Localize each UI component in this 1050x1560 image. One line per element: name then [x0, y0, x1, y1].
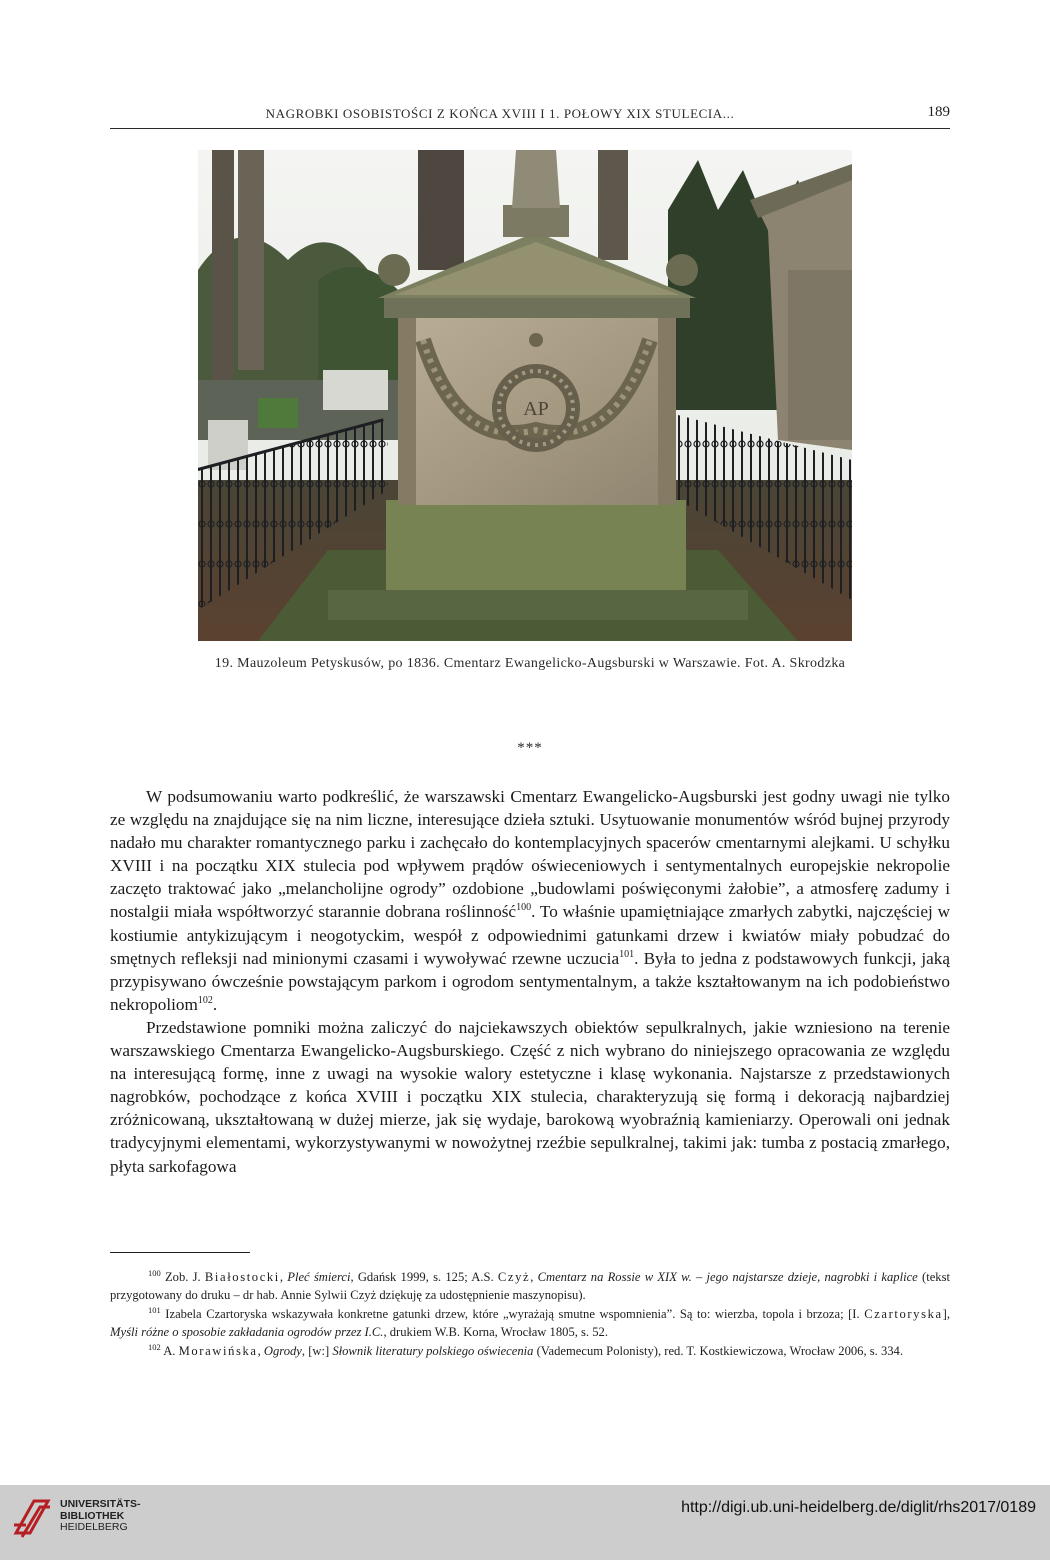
running-title: NAGROBKI OSOBISTOŚCI Z KOŃCA XVIII I 1. POŁOWY XIX STULECIA...: [265, 106, 735, 121]
running-head: [110, 106, 950, 129]
monument-monogram: AP: [523, 398, 549, 420]
section-separator: ***: [517, 740, 543, 756]
footnotes: [110, 1268, 950, 1360]
paragraph-1: W podsumowaniu warto podkreślić, że warszawski Cmentarz Ewangelicko-Augsburski jest godny uwagi nie tylko ze względu na znajdujące się na nim liczne, interesujące dzieła sztuki. Usytuowanie monumentów wśród bujnej przyrody nadało mu charakter romantycznego parku i zachęcało do kontemplacyjnych spacerów cmentarnymi alejkami. U schyłku XVIII i na początku XIX stulecia pod wpływem prądów oświeceniowych i sentymentalnych europejskie nekropolie zaczęto traktować jako „melancholijne ogrody” ozdobione „budowlami poświęconymi żałobie”, a atmosferę zadumy i nostalgii miała współtworzyć starannie dobrana roślinność$^{100}$. To właśnie upamiętniające zmarłych zabytki, najczęściej w kostiumie antykizującym i neogotyckim, wespół z odpowiednimi gatunkami drzew i kwiatów miały pobudzać do smętnych refleksji nad minionymi czasami i wywoływać rzewne uczucia$^{101}$. Była to jedna z podstawowych funkcji, jaką przypisywano ówcześnie powstającym parkom i ogrodom sentymentalnym, a także kształtowanym na ich podobieństwo nekropoliom$^{102}$.: [110, 787, 950, 1014]
footnote-101: $^{101}$ Izabela Czartoryska wskazywała konkretne gatunki drzew, które „wyrażają smutne wspomnienia”. Są to: wierzba, topola i brzoza; [I. Czartoryska], Myśli różne o sposobie zakładania ogrodów przez I.C., drukiem W.B. Korna, Wrocław 1805, s. 52.: [110, 1304, 950, 1340]
footnote-ref-101[interactable]: 101: [619, 948, 635, 960]
footnote-100: $^{100}$ Zob. J. Białostocki, Pleć śmierci, Gdańsk 1999, s. 125; A.S. Czyż, Cmentarz na Rossie w XIX w. – jego najstarsze dzieje, nagrobki i kaplice (tekst przygotowany do druku – dr hab. Annie Sylwii Czyż dziękuję za udostępnienie maszynopisu).: [110, 1268, 950, 1303]
permalink-url[interactable]: http://digi.ub.uni-heidelberg.de/diglit/rhs2017/0189: [681, 1499, 1036, 1516]
library-footer: [0, 1485, 1050, 1560]
figure-caption: 19. Mauzoleum Petyskusów, po 1836. Cmentarz Ewangelicko-Augsburski w Warszawie. Fot. A. Skrodzka: [214, 656, 846, 671]
footnote-ref-102[interactable]: 102: [197, 994, 213, 1006]
page-number: 189: [927, 104, 950, 120]
footnote-rule: [110, 1252, 250, 1253]
footnote-102: $^{102}$ A. Morawińska, Ogrody, [w:] Słownik literatury polskiego oświecenia (Vademecum Polonisty), red. T. Kostkiewiczowa, Wrocław 2006, s. 334.: [148, 1341, 903, 1358]
paragraph-2: Przedstawione pomniki można zaliczyć do najciekawszych obiektów sepulkralnych, jakie wzniesiono na terenie warszawskiego Cmentarza Ewangelicko-Augsburskiego. Część z nich wybrano do niniejszego opracowania ze względu na interesującą formę, inne z uwagi na wysokie walory estetyczne i klasę wykonania. Najstarsze z przedstawionych nagrobków, pochodzące z końca XVIII i początku XIX stulecia, charakteryzują się formą i dekoracją najbardziej zróżnicowaną, ukształtowaną w dużej mierze, jak się wydaje, barokową wyobraźnią kamieniarzy. Operowali oni jednak tradycyjnymi elementami, wykorzystywanymi w nowożytnej rzeźbie sepulkralnej, takimi jak: tumba z postacią zmarłego, płyta sarkofagowa: [110, 1017, 950, 1176]
library-logo-text: UNIVERSITÄTS- BIBLIOTHEK HEIDELBERG: [60, 1498, 141, 1533]
library-logo-icon[interactable]: [12, 1495, 52, 1539]
footnote-ref-100[interactable]: 100: [516, 902, 532, 914]
figure-photo: [198, 150, 852, 641]
body-text: [110, 785, 950, 1178]
